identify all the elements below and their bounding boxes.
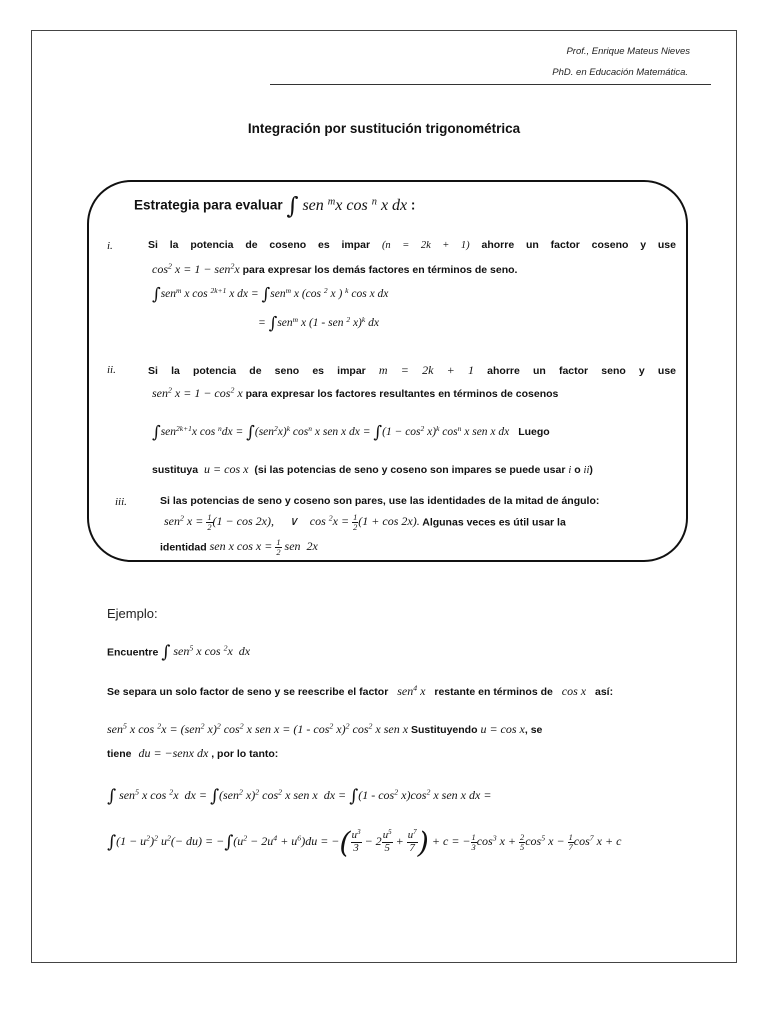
example-step1: Se separa un solo factor de seno y se reescribe el factor sen$^4$ x restante en términos de cos x así:: [107, 683, 614, 698]
item-iii-line2: sen$^2$ x = $\frac{1}{2}$ (1 − cos 2x), ∨ cos $^2$x = $\frac{1}{2}$ (1 + cos 2x). Algunas veces es útil usar la: [164, 513, 566, 533]
header-rule: [270, 84, 711, 85]
item-i-formula2: = ∫sen$^m$ x (1 - sen $^2$ x)$^k$ dx: [258, 313, 379, 332]
item-ii-numeral: ii.: [107, 364, 116, 376]
item-iii-numeral: iii.: [115, 496, 127, 508]
example-step3: tiene du = −senx dx , por lo tanto:: [107, 746, 279, 760]
example-step4: ∫ sen$^5$ x cos $^2$x dx = ∫(sen$^2$ x)$^2$ $\cos^2 x$ sen x dx = $\int(1 - \cos^2 x)\cos^2$ x sen x dx =: [107, 787, 492, 807]
author-line: Prof., Enrique Mateus Nieves: [566, 46, 690, 57]
item-i-numeral: i.: [107, 240, 113, 252]
degree-line: PhD. en Educación Matemática.: [552, 67, 688, 78]
item-ii-line1: Si la potencia de seno es impar m = 2k + 1 ahorre un factor seno y use: [148, 363, 677, 377]
example-step2: sen$^5$ x cos $^2$x = (sen$^2$ x)$^2$ $\cos^2 x$ sen $x = (1 - \cos^2 x)^2$ $\cos^2 x$ sen x Sustituyendo u = cos x, se: [107, 721, 543, 736]
item-i-line1: Si la potencia de coseno es impar (n = 2k + 1) ahorre un factor coseno y use: [148, 239, 676, 251]
item-ii-formula: ∫sen$^{2k+1}$x $\cos ^ndx = \int(sen^2x)^k$ $\cos^n x$ sen x dx = $\int(1 - \cos^2 x)^k$ $\cos^n x$ sen x dx Luego: [152, 422, 550, 441]
item-ii-line2: sen$^2$ $x = 1 - \cos^2 x$ para expresar los factores resultantes en términos de cosenos: [152, 385, 559, 400]
example-step5: $\int(1 - u^2)^2$ $u^2(- du) = -\int(u^2 - 2u^4 + u^6)du$ = −( $\frac{u^3}{3}$ − 2 $\frac{u^5}{5}$ + $\frac{u^7}{7}$ ) + c = − $\frac{1}{3}$ $\cos^3 x$ + $\frac{2}{5}$ $\cos^5 x$ − $\frac{1}{7}$ $\cos^7 x + c$: [107, 825, 622, 860]
item-i-line2: $\cos^2 x = 1 - sen^2x$ para expresar los demás factores en términos de seno.: [152, 261, 518, 276]
item-i-formula1: ∫sen$^m$ x cos $^{2k+1}$ x dx = ∫sen$^m$ x (cos $^2$ x ) $^k$ cos x dx: [152, 284, 389, 303]
strategy-heading: Estrategia para evaluar ∫ sen $^m$x cos $^n$ x dx :: [134, 192, 416, 219]
item-iii-line3: identidad sen x cos x = $\frac{1}{2}$ sen 2x: [160, 538, 318, 558]
page-title: Integración por sustitución trigonométrica: [247, 121, 521, 136]
example-label: Ejemplo:: [107, 606, 158, 621]
item-iii-line1: Si las potencias de seno y coseno son pares, use las identidades de la mitad de ángulo:: [160, 495, 600, 507]
item-ii-sub: sustituya u = cos x (si las potencias de seno y coseno son impares se puede usar i o ii): [152, 462, 593, 476]
example-find: Encuentre ∫ sen$^5$ x cos $^2$x dx: [107, 643, 251, 663]
